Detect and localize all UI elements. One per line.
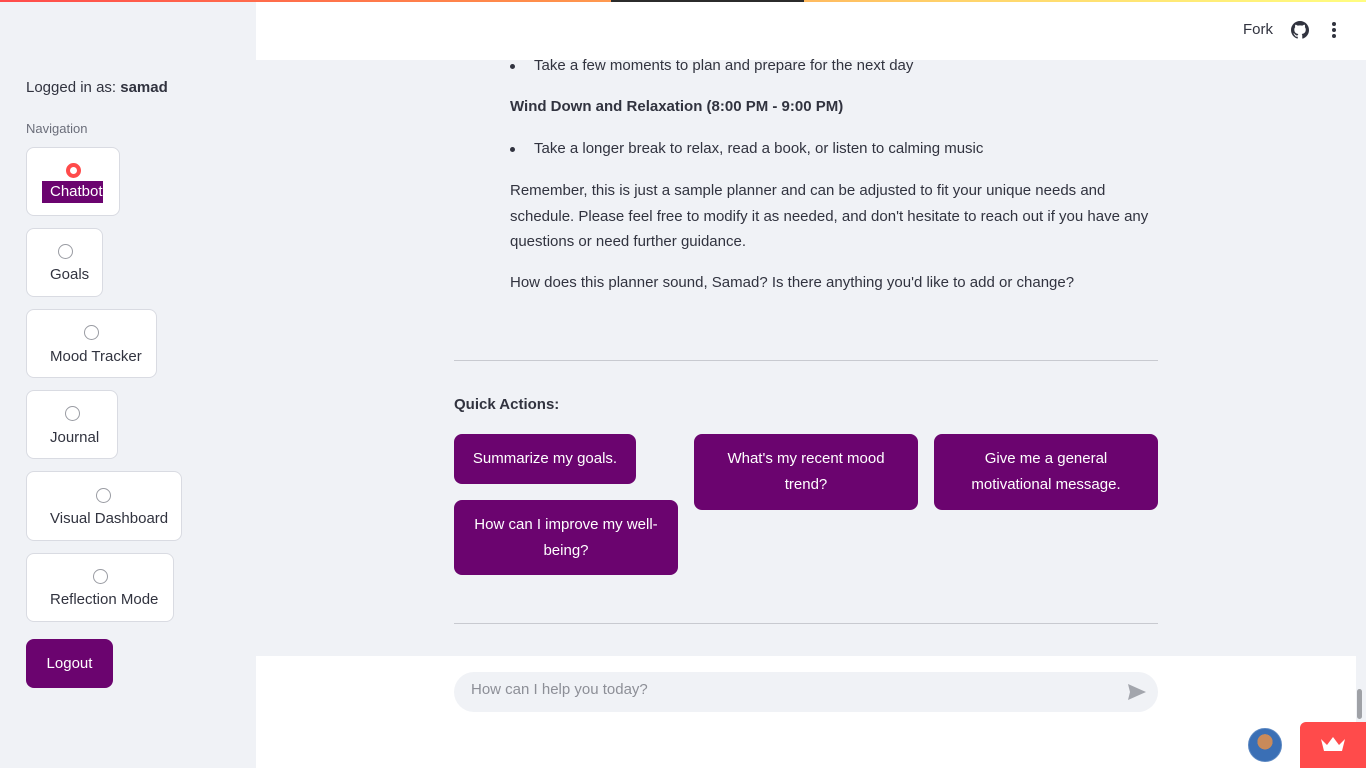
message-paragraph: How does this planner sound, Samad? Is there anything you'd like to add or change?: [510, 274, 1075, 291]
radio-icon[interactable]: [84, 325, 99, 340]
nav-item-chatbot[interactable]: [26, 147, 120, 216]
list-item: [510, 140, 983, 157]
list-item: [510, 57, 913, 74]
nav-label: Navigation: [26, 121, 88, 136]
section-heading-time: (8:00 PM - 9:00 PM): [706, 98, 844, 115]
nav-item-label: Reflection Mode: [50, 591, 159, 608]
radio-icon[interactable]: [58, 244, 73, 259]
nav-item-journal[interactable]: [26, 390, 118, 459]
divider: [454, 623, 1158, 624]
radio-icon[interactable]: [96, 488, 111, 503]
nav-item-visual-dashboard[interactable]: [26, 471, 182, 541]
nav-item-mood-tracker[interactable]: [26, 309, 157, 378]
radio-selected-icon[interactable]: [66, 163, 81, 178]
login-prefix: Logged in as:: [26, 79, 117, 96]
crown-icon: [1320, 736, 1346, 752]
section-heading: [510, 94, 1160, 120]
login-status: [26, 79, 168, 96]
app-header: [256, 2, 1366, 60]
list-item-text: Take a few moments to plan and prepare for the next day: [534, 57, 914, 74]
quick-action-summarize-goals[interactable]: Summarize my goals.: [454, 434, 636, 484]
nav-item-label: Chatbot: [42, 181, 103, 203]
section-heading-text: Wind Down and Relaxation: [510, 98, 703, 115]
quick-action-motivational-message[interactable]: Give me a general motivational message.: [934, 434, 1158, 510]
divider: [454, 360, 1158, 361]
fork-button[interactable]: Fork: [1243, 21, 1273, 38]
nav-item-label: Goals: [50, 266, 90, 283]
message-paragraph: Remember, this is just a sample planner and can be adjusted to fit your unique needs and schedule. Please feel free to modify it as needed, and don't hesitate to reach out if you have any questions or need further guidance.: [510, 182, 1149, 250]
radio-icon[interactable]: [93, 569, 108, 584]
nav-item-label: Journal: [50, 429, 100, 446]
list-item-text: Take a longer break to relax, read a book, or listen to calming music: [534, 140, 984, 157]
send-icon[interactable]: [1127, 683, 1147, 701]
chat-input-placeholder: How can I help you today?: [471, 681, 648, 698]
nav-item-label: Visual Dashboard: [50, 510, 169, 527]
sidebar: [0, 0, 256, 768]
nav-item-label: Mood Tracker: [50, 348, 142, 365]
nav-item-reflection-mode[interactable]: [26, 553, 174, 622]
radio-icon[interactable]: [65, 406, 80, 421]
quick-actions-title: Quick Actions:: [454, 396, 560, 413]
top-decoration-segment: [611, 0, 804, 2]
user-avatar[interactable]: [1248, 728, 1282, 762]
kebab-menu-icon[interactable]: [1326, 20, 1342, 40]
logout-button[interactable]: Logout: [26, 639, 113, 688]
quick-action-improve-wellbeing[interactable]: How can I improve my well-being?: [454, 500, 678, 575]
quick-action-mood-trend[interactable]: What's my recent mood trend?: [694, 434, 918, 510]
github-icon[interactable]: [1291, 21, 1309, 39]
scrollbar[interactable]: [1357, 689, 1362, 719]
username: samad: [120, 79, 168, 96]
nav-item-goals[interactable]: [26, 228, 103, 297]
